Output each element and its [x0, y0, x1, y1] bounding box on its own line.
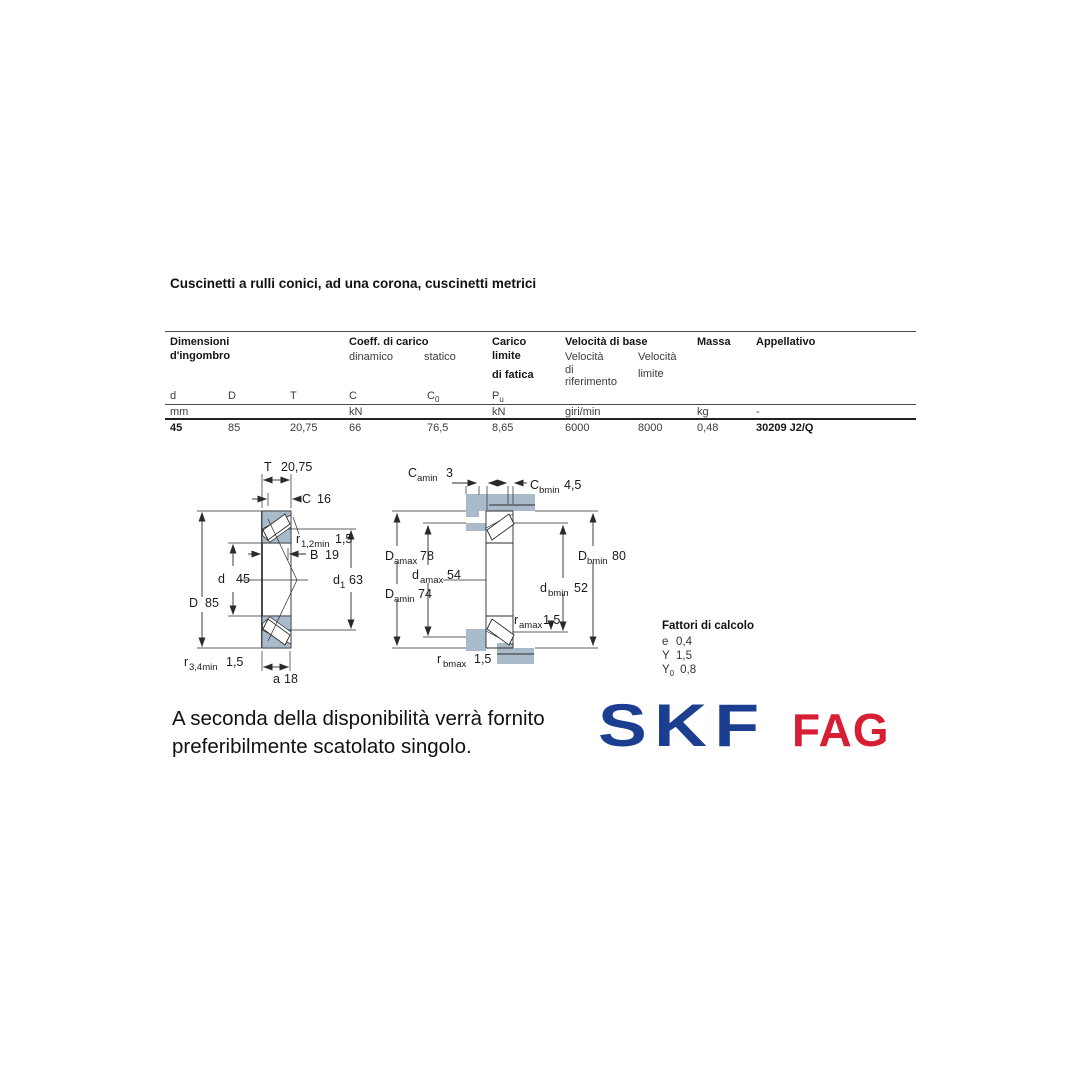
unit-kn-2: kN — [492, 406, 506, 418]
availability-note — [172, 705, 545, 761]
fattore-e: e 0,4 — [662, 636, 692, 648]
fig1-label-d-value: 45 — [236, 572, 250, 586]
fattore-Y0: $Y_0$ 0,8 — [662, 664, 697, 678]
col-header-velocita-lim-1: Velocità — [638, 351, 677, 363]
fig1-label-B-value: 19 — [325, 548, 339, 562]
fag-logo: FAG — [792, 704, 890, 756]
fig1-label-D-value: 85 — [205, 596, 219, 610]
fig2-label-Damin: D — [385, 587, 395, 601]
fig2-label-rbmax: r — [437, 652, 442, 666]
fig1-label-d1: d — [333, 573, 340, 587]
fig1-labels — [184, 460, 363, 686]
fig2-label-Damax: D — [385, 549, 395, 563]
fig2-roller-top — [487, 514, 514, 540]
fig2-label-ramax: r — [514, 613, 519, 627]
fig2-label-dbmin-value: 52 — [574, 581, 588, 595]
col-header-velocita-rif-3: riferimento — [565, 376, 617, 388]
fig2-label-Damax-value: 78 — [420, 549, 434, 563]
fig1-label-a-value: 18 — [284, 672, 298, 686]
fig1-label-r12-value: 1,5 — [335, 532, 353, 546]
col-header-massa: Massa — [697, 336, 731, 348]
fig1-label-r34: r — [184, 655, 189, 669]
symbol-C: C — [349, 390, 357, 402]
page-title: Cuscinetti a rulli conici, ad una corona, cuscinetti metrici — [170, 276, 537, 291]
symbol-C0: $C_0$ — [427, 390, 440, 404]
col-header-appellativo: Appellativo — [756, 336, 816, 348]
unit-giri-min: giri/min — [565, 406, 601, 418]
fig1-label-d1-value: 63 — [349, 573, 363, 587]
col-header-velocita-rif-2: di — [565, 364, 574, 376]
note-line-1: A seconda della disponibilità verrà fornito — [172, 707, 545, 730]
value-C: 66 — [349, 422, 362, 434]
fig2-label-dbmin: d — [540, 581, 547, 595]
value-v-lim: 8000 — [638, 422, 663, 434]
fig2-label-dbmin-sub: bmin — [548, 588, 569, 599]
fattori-title: Fattori di calcolo — [662, 620, 755, 632]
fig2-label-Camin-sub: amin — [417, 473, 438, 484]
symbol-T: T — [290, 390, 297, 402]
fig2-label-damax-value: 54 — [447, 568, 461, 582]
value-v-rif: 6000 — [565, 422, 590, 434]
fig2-label-Camin: C — [408, 466, 418, 480]
fig1-label-T-value: 20,75 — [281, 460, 313, 474]
fig2-abutment-section — [392, 483, 598, 664]
col-header-velocita-lim-2: limite — [638, 368, 664, 380]
fig1-label-r12: r — [296, 532, 301, 546]
col-header-dingombro: d'ingombro — [170, 350, 231, 362]
skf-logo: SKF — [598, 692, 767, 759]
fig1-label-r34-sub: 3,4min — [189, 662, 218, 673]
col-header-velocita-rif-1: Velocità — [565, 351, 604, 363]
value-appellativo: 30209 J2/Q — [756, 422, 814, 434]
fig2-label-rbmax-value: 1,5 — [474, 652, 492, 666]
col-header-di-fatica: di fatica — [492, 369, 534, 381]
fig2-label-Dbmin-value: 80 — [612, 549, 626, 563]
value-massa: 0,48 — [697, 422, 719, 434]
col-header-statico: statico — [424, 351, 456, 363]
unit-kn-1: kN — [349, 406, 363, 418]
fig2-label-Cbmin-sub: bmin — [539, 485, 560, 496]
fig2-shaft-ledge-bottom — [466, 629, 486, 651]
fig2-housing-bottom — [497, 648, 534, 664]
fig2-label-Cbmin-value: 4,5 — [564, 478, 582, 492]
fig1-label-r12-sub: 1,2min — [301, 539, 330, 550]
col-header-coeff-carico: Coeff. di carico — [349, 336, 429, 348]
fig2-shaft-ledge-top — [466, 523, 486, 531]
fig1-label-a: a — [273, 672, 280, 686]
fig2-label-Damax-sub: amax — [394, 556, 418, 567]
fig2-label-Damin-sub: amin — [394, 594, 415, 605]
fig2-label-ramax-sub: amax — [519, 620, 543, 631]
fig2-label-Damin-value: 74 — [418, 587, 432, 601]
value-d: 45 — [170, 422, 183, 434]
fig2-housing-top — [466, 494, 535, 511]
col-header-dinamico: dinamico — [349, 351, 394, 363]
note-line-2: preferibilmente scatolato singolo. — [172, 735, 472, 758]
unit-mm: mm — [170, 406, 189, 418]
symbol-Pu: $P_u$ — [492, 390, 504, 404]
fattore-Y: Y 1,5 — [662, 650, 692, 662]
fig2-label-Cbmin: C — [530, 478, 540, 492]
symbol-d: d — [170, 390, 177, 402]
col-header-carico: Carico — [492, 336, 527, 348]
fig1-label-C-value: 16 — [317, 492, 331, 506]
value-T: 20,75 — [290, 422, 318, 434]
brand-logos — [598, 692, 890, 759]
col-header-limite: limite — [492, 350, 521, 362]
value-C0: 76,5 — [427, 422, 449, 434]
fig1-label-d1-sub: 1 — [340, 580, 346, 591]
fig2-label-damax-sub: amax — [420, 575, 444, 586]
fig2-housing-leg-top — [466, 511, 479, 517]
symbol-D: D — [228, 390, 236, 402]
fig1-label-B: B — [310, 548, 319, 562]
fig2-roller-bottom — [487, 619, 514, 645]
fig2-label-Camin-value: 3 — [446, 466, 453, 480]
fig2-label-Dbmin: D — [578, 549, 588, 563]
fig1-label-T: T — [264, 460, 272, 474]
value-D: 85 — [228, 422, 241, 434]
value-Pu: 8,65 — [492, 422, 514, 434]
col-header-dimensioni: Dimensioni — [170, 336, 230, 348]
fig1-label-d: d — [218, 572, 225, 586]
col-header-velocita-base: Velocità di base — [565, 336, 648, 348]
fig1-label-r34-value: 1,5 — [226, 655, 244, 669]
unit-dash: - — [756, 406, 760, 418]
fig2-label-damax: d — [412, 568, 419, 582]
unit-kg: kg — [697, 406, 709, 418]
fig2-label-Dbmin-sub: bmin — [587, 556, 608, 567]
fig2-label-ramax-value: 1,5 — [543, 613, 561, 627]
fig2-label-rbmax-sub: bmax — [443, 659, 467, 670]
fattori-di-calcolo-block — [662, 620, 754, 678]
fig1-label-D: D — [189, 596, 199, 610]
fig1-label-C: C — [302, 492, 312, 506]
